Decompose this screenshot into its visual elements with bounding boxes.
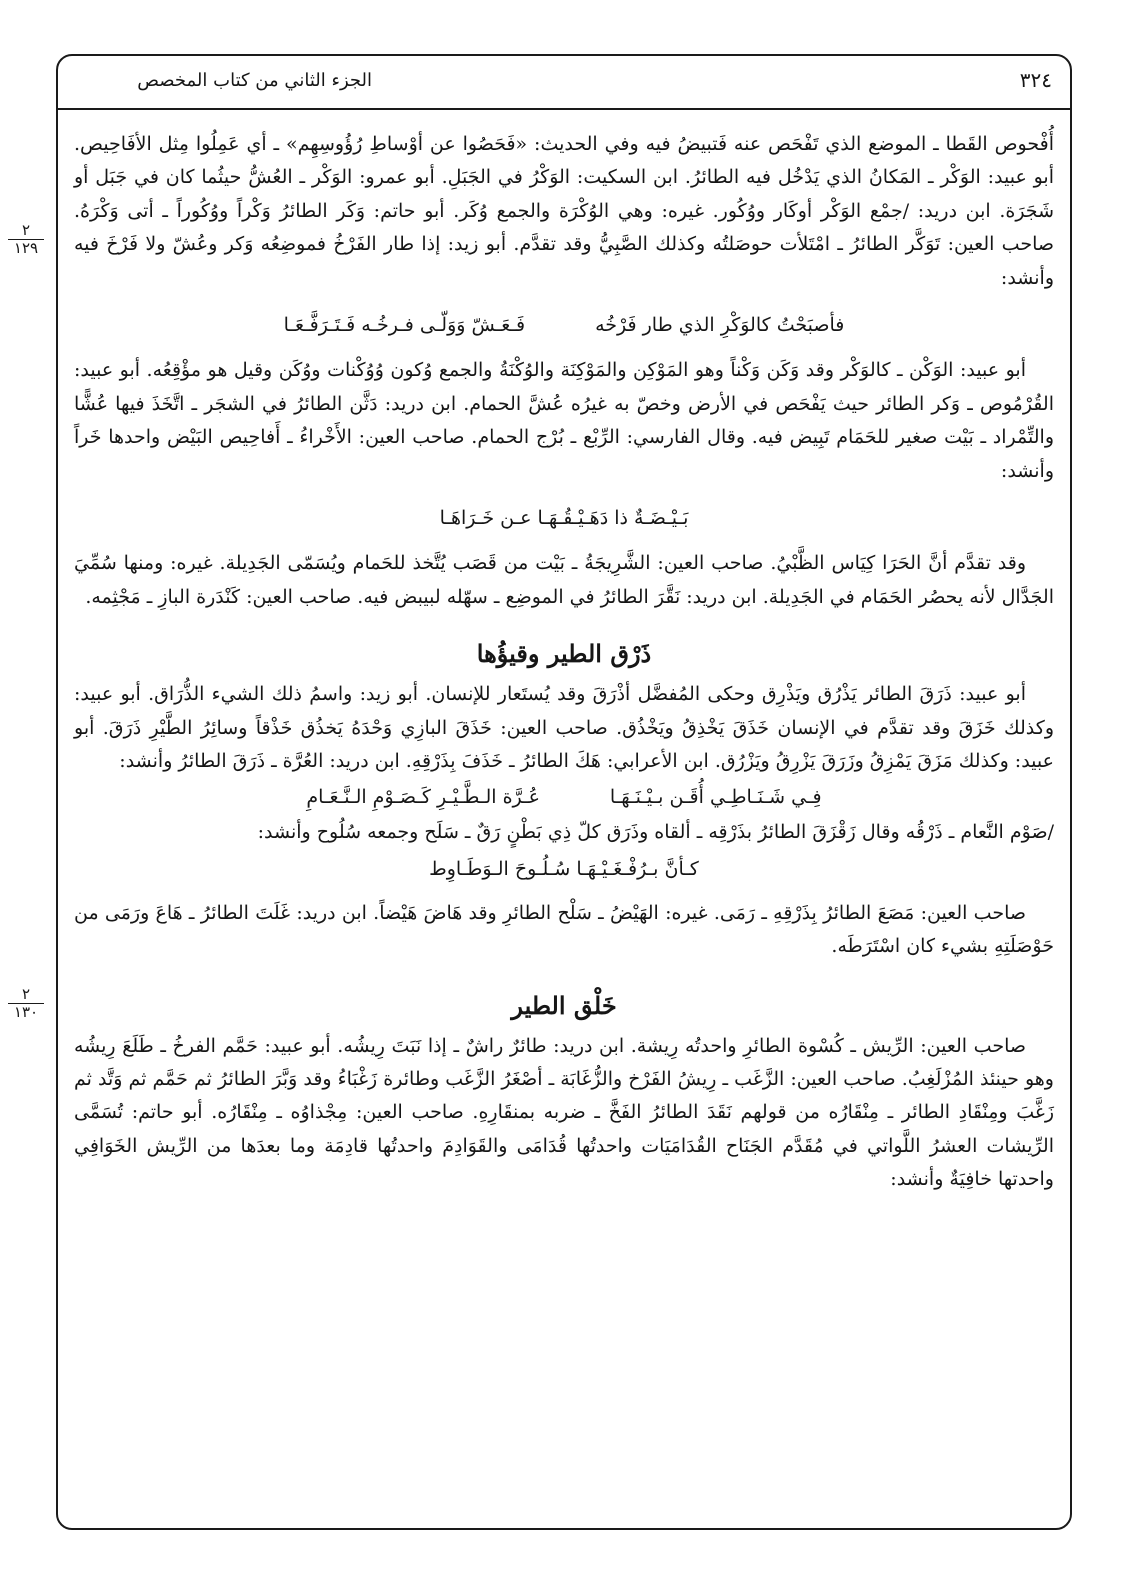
margin-note-volume: ٢ <box>21 221 31 239</box>
verse-hemistich-1: فأصبَحْتُ كالوَكْرِ الذي طار فَرْخُه <box>595 314 845 337</box>
margin-note-page: ١٢٩ <box>8 239 44 257</box>
paragraph-wakn: أبو عبيد: الوَكْن ـ كالوَكْر وقد وَكَن وَكْناً وهو المَوْكِن والمَوْكِنَة والوُكْنَةُ والجمع وُكون وُوُكْنات ووُكَن وقيل هو مؤْقِعُه. أبو عبيد: القُرْمُوص ـ وَكر الطائر حيث يَفْحَص في الأرض وخصّ به غيرُه عُشَّ الحمام. ابن دريد: دَثَّن الطائرُ في الشجَر ـ اتَّخَذَ فيها عُشًّا والتِّمْراد ـ بَيْت صغير للحَمَام تَبِيض فيه. وقال الفارسي: الرِّبْع ـ بُرْج الحمام. صاحب العين: الأَخْراءُ ـ أَفاحِيص البَيْض واحدها خَراً وأنشد: <box>74 359 1054 482</box>
margin-note-volume: ٢ <box>21 985 31 1003</box>
margin-note-130 <box>8 986 44 1021</box>
verse-line <box>74 309 1054 342</box>
paragraph-dharq: أبو عبيد: ذَرَقَ الطائر يَذْرُق ويَذْرِق وحكى المُفضَّل أذْرَقَ وقد يُستَعار للإنسان. أبو زيد: واسمُ ذلك الشيء الذُّرَاق. أبو عبيد: وكذلك خَزَقَ وقد تقدَّم في الإنسان خَذَقَ يَخْذِقُ ويَخْذُق. صاحب العين: خَذَقَ البازِي وَحْدَهُ يَخذُق خَذْقاً وسائِرُ الطَّيْرِ ذَرَقَ. أبو عبيد: وكذلك مَزَقَ يَمْزِقُ وزَرَقَ يَزْرِقُ ويَزْرُق. ابن الأعرابي: هَكَ الطائرُ ـ خَذَفَ بِذَرْقِهِ. ابن دريد: العُرَّة ـ ذَرَقَ الطائرُ وأنشد: <box>74 683 1054 773</box>
verse-hemistich-1: فِـي شَـنَـاطِـي أُقَـن بـيْـنَـهَـا <box>609 785 822 808</box>
section-heading: خَلْق الطير <box>511 990 617 1020</box>
page-header <box>56 54 1072 110</box>
section-heading: ذَرْق الطير وقيؤُها <box>476 639 652 669</box>
paragraph-rish: صاحب العين: الرِّيش ـ كُسْوة الطائرِ واحدتُه رِيشة. ابن دريد: طائرٌ راشٌ ـ إذا نَبَتَ رِيشُه. أبو عبيد: حَمَّم الفرخُ ـ طَلَعَ رِيشُه وهو حينئذ المُزْلَغِبُ. صاحب العين: الزَّغَب ـ رِيشُ الفَرْخ والزُّغَابَة ـ أصْغَرُ الزَّغَب وطائرة زَغْبَاءُ وقد وَبَّرَ الطائرُ ثم حَمَّم ثم وَتَّد ثم زَغَّبَ ومِنْقَادِ الطائر ـ مِنْقَارُه من قولهم نَقَدَ الطائرُ الفَخَّ ـ ضربه بمنقَارِهِ. صاحب العين: مِجْذاوُه ـ مِنْقَارُه. أبو حاتم: تُسَمَّى الرِّيشات العشرُ اللَّواتي في مُقَدَّم الجَنَاح القُدَامَيَات واحدتُها قُدَامَى والقَوَادِمَ واحدتُها قادِمَة وما بعدَها من الرِّيش الخَوَافِي واحدتها خافِيَةٌ وأنشد: <box>74 1034 1054 1191</box>
page-body <box>74 128 1054 1197</box>
verse-hemistich: بَـيْـضَـةٌ ذا دَهَـيْـقُـهَـا عـن خَـرَاهَـا <box>439 507 689 530</box>
running-title: الجزء الثاني من كتاب المخصص <box>137 70 372 91</box>
paragraph-sawm: /صَوْم النَّعام ـ ذَرْقُه وقال زَقْزَقَ الطائرُ بذَرْقِه ـ ألقاه وذَرَق كلّ ذِي بَطْنٍ رَقٌ ـ سَلَح وجمعه سُلُوح وأنشد: <box>257 820 1054 843</box>
verse-hemistich: كـأنَّ بـرُفْـغَـيْـهَـا سُـلُـوحَ الـوَطَـاوِط <box>429 858 699 881</box>
verse-line <box>74 853 1054 886</box>
paragraph-wakr: أُفْحوص القَطا ـ الموضع الذي تَفْحَص عنه فَتبيضُ فيه وفي الحديث: «فَحَصُوا عن أوْساطِ رُؤُوسِهِم» ـ أي عَمِلُوا مِثل الأفَاحِيص. أبو عبيد: الوَكْر ـ المَكانُ الذي يَدْخُل فيه الطائرُ. ابن السكيت: الوَكْرُ في الجَبَلِ. أبو عمرو: الوَكْر ـ العُشُّ حيثُما كان في جَبَل أو شَجَرَة. ابن دريد: /جمْع الوَكْر أوكَار ووُكُور. غيره: وهي الوُكْرَة والجمع وُكَر. أبو حاتم: وَكَر الطائرُ وَكْراً ووُكُوراً ـ أتى وَكْرَهُ. صاحب العين: تَوَكَّر الطائرُ ـ امْتَلأت حوصَلتُه وكذلك الصَّبِيُّ وقد تقدَّم. أبو زيد: إذا طار الفَرْخُ فموضِعُه وَكر وعُشّ ولا فَرْخَ فيه وأنشد: <box>74 133 1054 289</box>
verse-hemistich-2: عُـرَّة الـطَّـيْـرِ كَـصَـوْمِ الـنَّـعَـامِ <box>306 785 540 808</box>
verse-hemistich-2: فَـعَـشّ وَوَلّـى فـرخُـه فَـتَـرَفَّـعَـا <box>283 314 526 337</box>
paragraph-hara: وقد تقدَّم أنَّ الحَرَا كِيَاس الظَّبْيُ. صاحب العين: الشَّرِيجَةُ ـ بَيْت من قَصَب يُتَّخذ للحَمام ويُسَمّى الجَدِيلة. غيره: ومنها سُمِّيَ الجَدَّال لأنه يحصُر الحَمَام في الجَدِيلة. ابن دريد: نَقَّرَ الطائرُ في الموضِع ـ سهّله لبيبض فيه. صاحب العين: كَنْدَرة البازِ ـ مَجْثِمه. <box>74 552 1054 608</box>
paragraph-masa: صاحب العين: مَصَعَ الطائرُ بِذَرْقِهِ ـ رَمَى. غيره: الهَيْضُ ـ سَلْح الطائرِ وقد هَاضَ هَيْضاً. ابن دريد: غَلَتَ الطائرُ ـ هَاعَ ورَمَى من حَوْصَلَتِهِ بشيء كان اسْتَرَطَه. <box>74 901 1054 958</box>
verse-line <box>74 781 1054 814</box>
page-number: ٣٢٤ <box>1019 68 1052 92</box>
margin-note-129 <box>8 222 44 257</box>
verse-line <box>74 502 1054 535</box>
margin-note-page: ١٣٠ <box>8 1003 44 1021</box>
